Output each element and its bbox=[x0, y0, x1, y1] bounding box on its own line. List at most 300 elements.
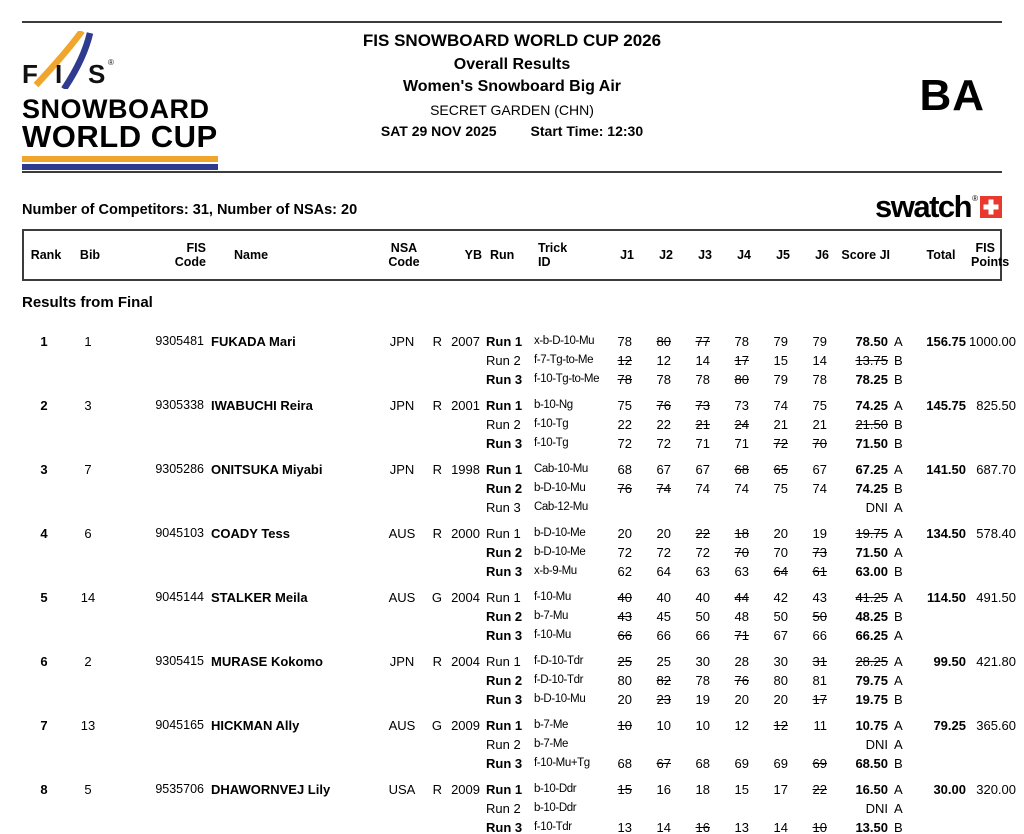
results-table-header bbox=[22, 229, 1010, 281]
judge-score: 14 bbox=[656, 820, 671, 834]
run-label: Run 2 bbox=[486, 673, 523, 688]
run-line bbox=[22, 370, 1024, 389]
judge-score: 76 bbox=[656, 398, 671, 413]
rank bbox=[22, 754, 66, 773]
judge-score: 45 bbox=[656, 609, 671, 624]
run-line bbox=[22, 434, 1024, 453]
judge-score: 71 bbox=[734, 436, 749, 451]
judge-score bbox=[713, 735, 752, 754]
rank bbox=[22, 562, 66, 581]
judge-score bbox=[635, 735, 674, 754]
total-score bbox=[909, 690, 969, 709]
col-header-j3: J3 bbox=[698, 248, 712, 262]
fis-code bbox=[110, 607, 204, 626]
bib: 1 bbox=[84, 334, 92, 349]
trick-id: f-10-Tg bbox=[534, 437, 569, 449]
year-of-birth bbox=[444, 671, 480, 690]
trick-id: f-7-Tg-to-Me bbox=[534, 354, 594, 366]
score-letter: B bbox=[894, 609, 903, 624]
judge-score: 75 bbox=[812, 398, 827, 413]
judge-score: 28 bbox=[734, 654, 749, 669]
run-line bbox=[22, 543, 1024, 562]
total-score: 99.50 bbox=[933, 654, 966, 669]
year-of-birth bbox=[444, 562, 480, 581]
col-header-trick-id: Trick ID bbox=[538, 241, 568, 269]
trick-id: f-10-Mu+Tg bbox=[534, 757, 590, 769]
judge-score: 65 bbox=[773, 462, 788, 477]
total-score bbox=[909, 818, 969, 834]
score-letter: B bbox=[894, 436, 903, 451]
judge-score: 22 bbox=[656, 417, 671, 432]
year-of-birth bbox=[444, 690, 480, 709]
score-letter: A bbox=[894, 545, 903, 560]
nsa-code: AUS bbox=[388, 718, 416, 733]
judge-score: 42 bbox=[773, 590, 788, 605]
judge-score: 18 bbox=[734, 526, 749, 541]
total-score: 79.25 bbox=[933, 718, 966, 733]
fis-code: 9045103 bbox=[155, 526, 204, 540]
judge-score bbox=[674, 799, 713, 818]
fis-letter-s: S bbox=[88, 59, 106, 89]
trick-id: f-10-Tg bbox=[534, 418, 569, 430]
athlete-name bbox=[204, 735, 382, 754]
rank: 6 bbox=[40, 654, 48, 669]
run-line bbox=[22, 479, 1024, 498]
total-score: 134.50 bbox=[926, 526, 966, 541]
col-header-total: Total bbox=[926, 248, 956, 262]
trick-id: b-D-10-Me bbox=[534, 546, 586, 558]
year-of-birth: 2009 bbox=[451, 718, 480, 733]
total-score: 141.50 bbox=[926, 462, 966, 477]
event-titles bbox=[0, 31, 1024, 139]
judge-score bbox=[635, 799, 674, 818]
results-type-title: Overall Results bbox=[453, 56, 571, 73]
fis-points bbox=[969, 626, 1021, 645]
judge-score: 72 bbox=[695, 545, 710, 560]
rank bbox=[22, 479, 66, 498]
rank bbox=[22, 607, 66, 626]
run-label: Run 2 bbox=[486, 417, 521, 432]
trick-id: Cab-12-Mu bbox=[534, 501, 588, 513]
judge-score: 82 bbox=[656, 673, 671, 688]
run-label: Run 2 bbox=[486, 481, 523, 496]
judge-score: 69 bbox=[812, 756, 827, 771]
judge-score: 20 bbox=[734, 692, 749, 707]
run-line bbox=[22, 396, 1024, 415]
run-line bbox=[22, 562, 1024, 581]
score-letter: A bbox=[894, 334, 903, 349]
rank: 4 bbox=[40, 526, 48, 541]
judge-score: 15 bbox=[617, 782, 632, 797]
venue-text: SECRET GARDEN (CHN) bbox=[430, 102, 594, 118]
judge-score: 67 bbox=[812, 462, 827, 477]
athlete-result-block bbox=[0, 716, 1024, 773]
judge-score bbox=[596, 498, 635, 517]
fis-letter-f: F bbox=[22, 59, 38, 89]
run-label: Run 3 bbox=[486, 564, 523, 579]
year-of-birth: 2007 bbox=[451, 334, 480, 349]
run-line bbox=[22, 735, 1024, 754]
judge-score: 70 bbox=[812, 436, 827, 451]
info-row bbox=[22, 187, 1002, 224]
total-score bbox=[909, 370, 969, 389]
judge-score: 10 bbox=[617, 718, 632, 733]
fis-code bbox=[110, 562, 204, 581]
bib: 2 bbox=[84, 654, 92, 669]
judge-score: 67 bbox=[773, 628, 788, 643]
judge-score: 70 bbox=[773, 545, 788, 560]
judge-score: 73 bbox=[695, 398, 710, 413]
judge-score: 25 bbox=[617, 654, 632, 669]
group-letter bbox=[422, 498, 444, 517]
score-letter: B bbox=[894, 820, 903, 834]
run-score: 79.75 bbox=[855, 673, 888, 688]
bib bbox=[66, 818, 110, 834]
col-header-fis-points: FIS Points bbox=[971, 241, 1010, 269]
judge-score: 44 bbox=[734, 590, 749, 605]
judge-score: 78 bbox=[617, 372, 632, 387]
run-score: 19.75 bbox=[855, 526, 888, 541]
score-letter: B bbox=[894, 372, 903, 387]
judge-score: 16 bbox=[656, 782, 671, 797]
fis-points: 687.70 bbox=[976, 462, 1016, 477]
run-line bbox=[22, 716, 1024, 735]
nsa-code bbox=[382, 754, 422, 773]
athlete-result-block bbox=[0, 524, 1024, 581]
judge-score: 68 bbox=[617, 756, 632, 771]
run-label: Run 2 bbox=[486, 353, 521, 368]
judge-score: 78 bbox=[695, 372, 710, 387]
judge-score: 25 bbox=[656, 654, 671, 669]
total-score: 156.75 bbox=[926, 334, 966, 349]
judge-score bbox=[596, 799, 635, 818]
trick-id: f-10-Tdr bbox=[534, 821, 572, 833]
col-header-j1: J1 bbox=[620, 248, 634, 262]
run-label: Run 1 bbox=[486, 782, 523, 797]
swatch-registered-mark: ® bbox=[972, 194, 978, 203]
group-letter bbox=[422, 735, 444, 754]
score-letter: A bbox=[894, 737, 903, 752]
judge-score: 14 bbox=[773, 820, 788, 834]
judge-score: 78 bbox=[734, 334, 749, 349]
nsa-code bbox=[382, 562, 422, 581]
fis-points bbox=[969, 370, 1021, 389]
judge-score bbox=[752, 498, 791, 517]
trick-id: b-D-10-Me bbox=[534, 527, 586, 539]
run-score: 10.75 bbox=[855, 718, 888, 733]
group-letter bbox=[422, 434, 444, 453]
group-letter bbox=[422, 754, 444, 773]
bib: 5 bbox=[84, 782, 92, 797]
fis-points: 578.40 bbox=[976, 526, 1016, 541]
judge-score: 72 bbox=[656, 436, 671, 451]
run-label: Run 3 bbox=[486, 628, 523, 643]
bib bbox=[66, 370, 110, 389]
group-letter bbox=[422, 799, 444, 818]
athlete-name bbox=[204, 562, 382, 581]
judge-score: 20 bbox=[656, 526, 671, 541]
athlete-name bbox=[204, 818, 382, 834]
judge-score: 19 bbox=[695, 692, 710, 707]
judge-score: 72 bbox=[617, 436, 632, 451]
judge-score: 67 bbox=[656, 756, 671, 771]
total-score bbox=[909, 543, 969, 562]
trick-id: b-D-10-Mu bbox=[534, 482, 586, 494]
rank bbox=[22, 626, 66, 645]
athlete-name bbox=[204, 415, 382, 434]
rank bbox=[22, 690, 66, 709]
score-letter: B bbox=[894, 564, 903, 579]
col-header-yb: YB bbox=[464, 248, 482, 262]
fis-code bbox=[110, 735, 204, 754]
fis-code: 9305286 bbox=[155, 462, 204, 476]
trick-id: f-10-Mu bbox=[534, 591, 571, 603]
judge-score: 23 bbox=[656, 692, 671, 707]
score-letter: B bbox=[894, 417, 903, 432]
bib bbox=[66, 543, 110, 562]
fis-points bbox=[969, 562, 1021, 581]
bib bbox=[66, 415, 110, 434]
judge-score: 40 bbox=[695, 590, 710, 605]
fis-code bbox=[110, 754, 204, 773]
run-label: Run 1 bbox=[486, 334, 523, 349]
judge-score bbox=[752, 799, 791, 818]
fis-code: 9045165 bbox=[155, 718, 204, 732]
score-letter: B bbox=[894, 692, 903, 707]
rank bbox=[22, 370, 66, 389]
judge-score: 72 bbox=[773, 436, 788, 451]
score-letter: A bbox=[894, 782, 903, 797]
run-line bbox=[22, 626, 1024, 645]
trick-id: f-D-10-Tdr bbox=[534, 655, 584, 667]
judge-score: 16 bbox=[695, 820, 710, 834]
judge-score: 24 bbox=[734, 417, 749, 432]
rank bbox=[22, 351, 66, 370]
fis-code bbox=[110, 543, 204, 562]
athlete-name bbox=[204, 671, 382, 690]
col-header-name: Name bbox=[234, 248, 269, 262]
judge-score: 73 bbox=[734, 398, 749, 413]
fis-registered-mark: ® bbox=[108, 58, 114, 67]
score-letter: A bbox=[894, 526, 903, 541]
col-header-run: Run bbox=[490, 248, 515, 262]
athlete-name bbox=[204, 498, 382, 517]
judge-score: 31 bbox=[812, 654, 827, 669]
rank: 3 bbox=[40, 462, 48, 477]
run-score: 41.25 bbox=[855, 590, 888, 605]
fis-code bbox=[110, 370, 204, 389]
score-letter: A bbox=[894, 462, 903, 477]
judge-score: 50 bbox=[812, 609, 827, 624]
bib: 13 bbox=[80, 718, 96, 733]
fis-points: 491.50 bbox=[976, 590, 1016, 605]
start-time: Start Time: 12:30 bbox=[530, 123, 644, 139]
run-label: Run 2 bbox=[486, 801, 521, 816]
run-label: Run 3 bbox=[486, 756, 523, 771]
judge-score: 74 bbox=[812, 481, 827, 496]
athlete-name bbox=[204, 543, 382, 562]
run-score: 68.50 bbox=[855, 756, 888, 771]
judge-score: 78 bbox=[656, 372, 671, 387]
year-of-birth bbox=[444, 479, 480, 498]
fis-code bbox=[110, 479, 204, 498]
athlete-name: ONITSUKA Miyabi bbox=[211, 462, 323, 477]
judge-score: 21 bbox=[773, 417, 788, 432]
judge-score: 68 bbox=[695, 756, 710, 771]
athlete-name: HICKMAN Ally bbox=[211, 718, 300, 733]
group-letter bbox=[422, 370, 444, 389]
athlete-name bbox=[204, 754, 382, 773]
swiss-cross-icon bbox=[980, 196, 1002, 218]
judge-score: 66 bbox=[617, 628, 632, 643]
nsa-code bbox=[382, 607, 422, 626]
rank: 7 bbox=[40, 718, 48, 733]
athlete-result-block bbox=[0, 652, 1024, 709]
bib: 7 bbox=[84, 462, 92, 477]
group-letter bbox=[422, 626, 444, 645]
group-letter: R bbox=[432, 398, 442, 413]
trick-id: b-7-Me bbox=[534, 738, 569, 750]
rank bbox=[22, 415, 66, 434]
fis-code bbox=[110, 351, 204, 370]
run-score: 19.75 bbox=[855, 692, 888, 707]
group-letter: G bbox=[431, 590, 442, 605]
group-letter bbox=[422, 351, 444, 370]
trick-id: x-b-9-Mu bbox=[534, 565, 577, 577]
run-score: 74.25 bbox=[855, 398, 888, 413]
rank bbox=[22, 799, 66, 818]
fis-points bbox=[969, 735, 1021, 754]
run-label: Run 1 bbox=[486, 462, 523, 477]
group-letter bbox=[422, 543, 444, 562]
judge-score: 19 bbox=[812, 526, 827, 541]
judge-score: 80 bbox=[617, 673, 632, 688]
year-of-birth bbox=[444, 754, 480, 773]
judge-score: 20 bbox=[773, 526, 788, 541]
bib bbox=[66, 479, 110, 498]
year-of-birth: 1998 bbox=[451, 462, 480, 477]
year-of-birth: 2004 bbox=[451, 654, 480, 669]
judge-score: 48 bbox=[734, 609, 749, 624]
col-header-fis-code: FIS Code bbox=[174, 241, 206, 269]
judge-score: 61 bbox=[812, 564, 827, 579]
nsa-code: JPN bbox=[389, 334, 415, 349]
year-of-birth bbox=[444, 415, 480, 434]
total-score: 145.75 bbox=[926, 398, 966, 413]
run-score: 74.25 bbox=[855, 481, 888, 496]
run-line bbox=[22, 754, 1024, 773]
judge-score: 63 bbox=[734, 564, 749, 579]
judge-score bbox=[791, 799, 830, 818]
group-letter bbox=[422, 818, 444, 834]
group-letter bbox=[422, 690, 444, 709]
judge-score: 69 bbox=[734, 756, 749, 771]
group-letter: R bbox=[432, 654, 442, 669]
judge-score: 67 bbox=[656, 462, 671, 477]
judge-score: 15 bbox=[773, 353, 788, 368]
judge-score: 76 bbox=[617, 481, 632, 496]
bib bbox=[66, 434, 110, 453]
total-score bbox=[909, 607, 969, 626]
group-letter bbox=[422, 607, 444, 626]
judge-score: 66 bbox=[656, 628, 671, 643]
judge-score: 64 bbox=[656, 564, 671, 579]
judge-score: 62 bbox=[617, 564, 632, 579]
judge-score: 78 bbox=[812, 372, 827, 387]
bib bbox=[66, 626, 110, 645]
total-score bbox=[909, 434, 969, 453]
judge-score: 71 bbox=[734, 628, 749, 643]
run-line bbox=[22, 498, 1024, 517]
run-label: Run 2 bbox=[486, 545, 523, 560]
score-letter: A bbox=[894, 718, 903, 733]
fis-points: 1000.00 bbox=[969, 334, 1016, 349]
fis-points bbox=[969, 351, 1021, 370]
run-score: 13.50 bbox=[855, 820, 888, 834]
run-score: 63.00 bbox=[855, 564, 888, 579]
total-score bbox=[909, 498, 969, 517]
rank bbox=[22, 671, 66, 690]
athlete-name bbox=[204, 434, 382, 453]
fis-code bbox=[110, 799, 204, 818]
rank bbox=[22, 543, 66, 562]
bib bbox=[66, 799, 110, 818]
judge-score: 74 bbox=[695, 481, 710, 496]
trick-id: b-10-Ddr bbox=[534, 783, 577, 795]
run-score: 28.25 bbox=[855, 654, 888, 669]
fis-points bbox=[969, 818, 1021, 834]
year-of-birth: 2000 bbox=[451, 526, 480, 541]
bib bbox=[66, 351, 110, 370]
trick-id: b-7-Mu bbox=[534, 610, 569, 622]
total-score: 30.00 bbox=[933, 782, 966, 797]
judge-score: 43 bbox=[617, 609, 632, 624]
athlete-name bbox=[204, 799, 382, 818]
judge-score: 77 bbox=[695, 334, 710, 349]
athlete-name: IWABUCHI Reira bbox=[211, 398, 313, 413]
judge-score: 10 bbox=[812, 820, 827, 834]
col-header-j2: J2 bbox=[659, 248, 673, 262]
logo-blue-bar bbox=[22, 164, 218, 170]
total-score bbox=[909, 754, 969, 773]
run-score: DNI bbox=[865, 500, 888, 515]
run-score: 66.25 bbox=[855, 628, 888, 643]
athlete-name bbox=[204, 626, 382, 645]
judge-score: 74 bbox=[773, 398, 788, 413]
swatch-logo bbox=[874, 189, 1002, 224]
fis-code: 9305338 bbox=[155, 398, 204, 412]
athlete-result-block bbox=[0, 588, 1024, 645]
rank: 2 bbox=[40, 398, 48, 413]
logo-world-cup-text: WORLD CUP bbox=[22, 119, 218, 154]
fis-code: 9535706 bbox=[155, 782, 204, 796]
run-label: Run 1 bbox=[486, 590, 521, 605]
judge-score: 66 bbox=[695, 628, 710, 643]
run-label: Run 2 bbox=[486, 609, 523, 624]
fis-points bbox=[969, 479, 1021, 498]
year-of-birth bbox=[444, 543, 480, 562]
run-label: Run 1 bbox=[486, 718, 523, 733]
total-score bbox=[909, 799, 969, 818]
run-line bbox=[22, 799, 1024, 818]
run-score: 67.25 bbox=[855, 462, 888, 477]
nsa-code: USA bbox=[388, 782, 416, 797]
judge-score: 79 bbox=[773, 372, 788, 387]
nsa-code: JPN bbox=[389, 398, 415, 413]
year-of-birth bbox=[444, 626, 480, 645]
judge-score: 71 bbox=[695, 436, 710, 451]
section-title: Results from Final bbox=[22, 294, 153, 311]
